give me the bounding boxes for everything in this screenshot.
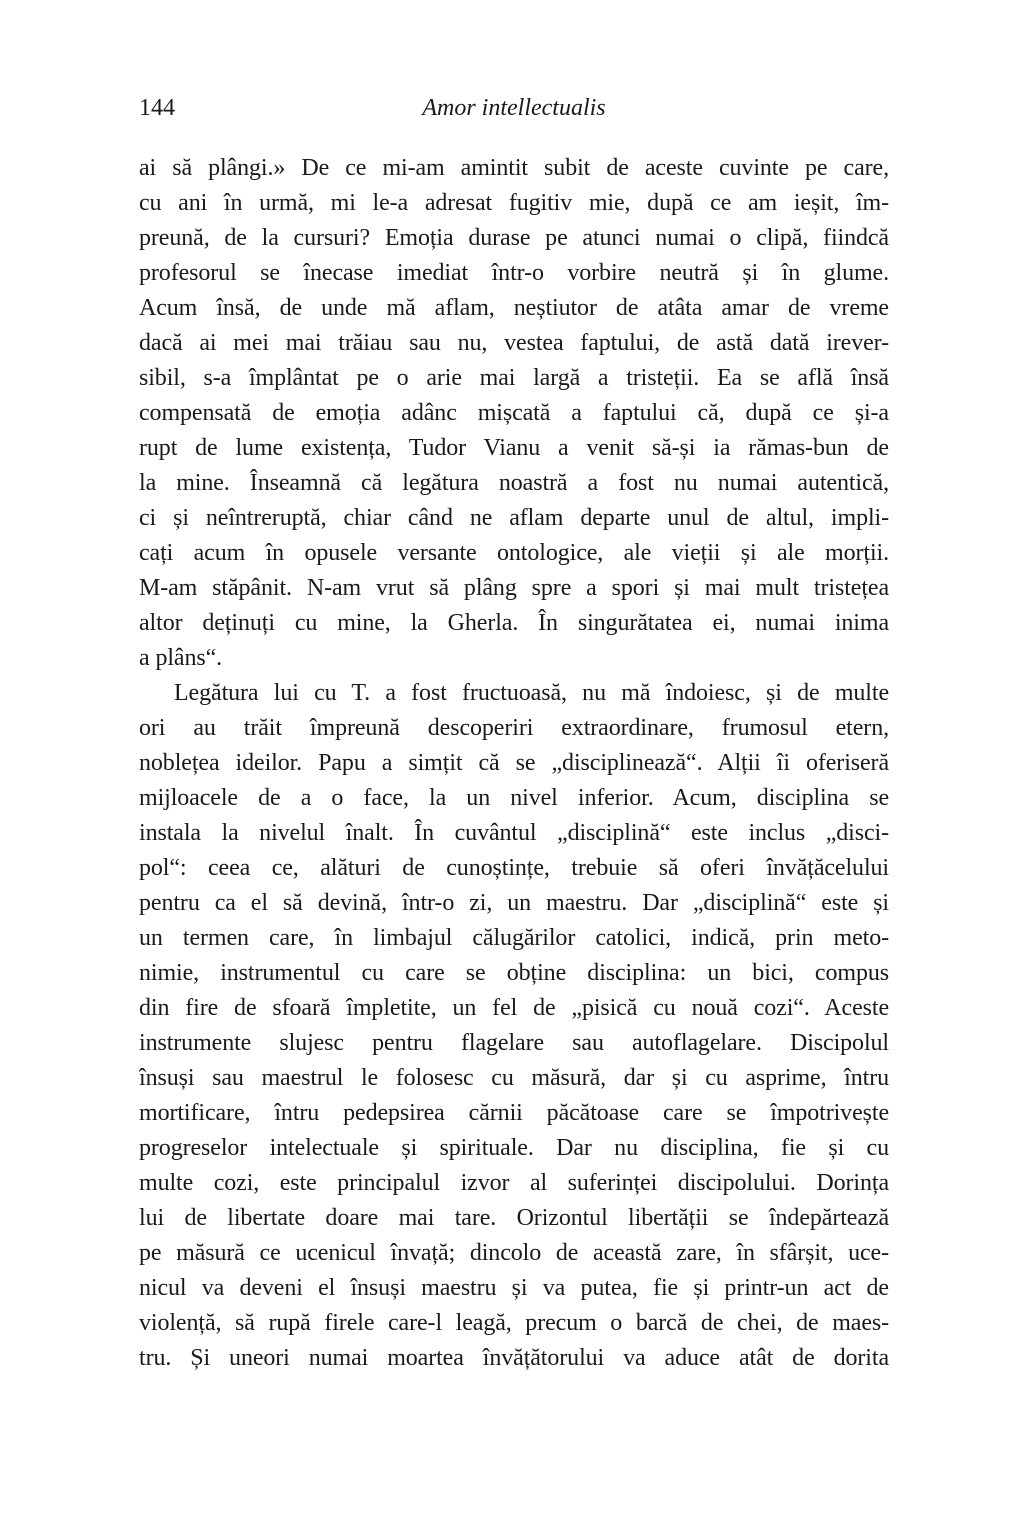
text-line: M-am stăpânit. N-am vrut să plâng spre a spori și mai mult tristețea — [139, 575, 889, 601]
paragraph — [139, 151, 889, 676]
text-line: tru. Și uneori numai moartea învățătorului va aduce atât de dorita — [139, 1345, 889, 1371]
text-line: pe măsură ce ucenicul învață; dincolo de această zare, în sfârșit, uce- — [139, 1240, 889, 1266]
text-line: mijloacele de a o face, la un nivel inferior. Acum, disciplina se — [139, 785, 889, 811]
text-line: nicul va deveni el însuși maestru și va putea, fie și printr-un act de — [139, 1275, 889, 1301]
text-line: cați acum în opusele versante ontologice, ale vieții și ale morții. — [139, 540, 889, 566]
text-line: rupt de lume existența, Tudor Vianu a venit să-și ia rămas-bun de — [139, 435, 889, 461]
text-line: lui de libertate doare mai tare. Orizontul libertății se îndepărtează — [139, 1205, 889, 1231]
text-line: altor deținuți cu mine, la Gherla. În singurătatea ei, numai inima — [139, 610, 889, 636]
text-line: noblețea ideilor. Papu a simțit că se „disciplinează“. Alții îi oferiseră — [139, 750, 889, 776]
running-title: Amor intellectualis — [422, 95, 606, 121]
text-line: instala la nivelul înalt. În cuvântul „disciplină“ este inclus „disci- — [139, 820, 889, 846]
text-line: dacă ai mei mai trăiau sau nu, vestea faptului, de astă dată irever- — [139, 330, 889, 356]
text-line: un termen care, în limbajul călugărilor catolici, indică, prin meto- — [139, 925, 889, 951]
text-line: profesorul se înecase imediat într-o vorbire neutră și în glume. — [139, 260, 889, 286]
text-line: la mine. Înseamnă că legătura noastră a fost nu numai autentică, — [139, 470, 889, 496]
text-line: pol“: ceea ce, alături de cunoștințe, trebuie să oferi învățăcelului — [139, 855, 889, 881]
text-line: ai să plângi.» De ce mi-am amintit subit de aceste cuvinte pe care, — [139, 155, 889, 181]
text-line: instrumente slujesc pentru flagelare sau autoflagelare. Discipolul — [139, 1030, 889, 1056]
paragraph — [139, 676, 889, 1376]
text-line: mortificare, întru pedepsirea cărnii păcătoase care se împotrivește — [139, 1100, 889, 1126]
text-line: cu ani în urmă, mi le-a adresat fugitiv mie, după ce am ieșit, îm- — [139, 190, 889, 216]
text-line: însuși sau maestrul le folosesc cu măsură, dar și cu asprime, întru — [139, 1065, 889, 1091]
text-line: ori au trăit împreună descoperiri extraordinare, frumosul etern, — [139, 715, 889, 741]
text-line: Acum însă, de unde mă aflam, neștiutor de atâta amar de vreme — [139, 295, 889, 321]
running-header — [139, 93, 889, 125]
text-line: pentru ca el să devină, într-o zi, un maestru. Dar „disciplină“ este și — [139, 890, 889, 916]
text-line: sibil, s-a împlântat pe o arie mai largă a tristeții. Ea se află însă — [139, 365, 889, 391]
text-line: nimie, instrumentul cu care se obține disciplina: un bici, compus — [139, 960, 889, 986]
text-line: din fire de sfoară împletite, un fel de „pisică cu nouă cozi“. Aceste — [139, 995, 889, 1021]
text-block — [139, 151, 889, 1376]
page-number: 144 — [139, 95, 175, 121]
text-line: a plâns“. — [139, 645, 223, 671]
text-line: progreselor intelectuale și spirituale. Dar nu disciplina, fie și cu — [139, 1135, 889, 1161]
text-line: ci și neîntreruptă, chiar când ne aflam departe unul de altul, impli- — [139, 505, 889, 531]
text-line: multe cozi, este principalul izvor al suferinței discipolului. Dorința — [139, 1170, 889, 1196]
text-line: violență, să rupă firele care-l leagă, precum o barcă de chei, de maes- — [139, 1310, 889, 1336]
text-line: compensată de emoția adânc mișcată a faptului că, după ce și-a — [139, 400, 889, 426]
text-line: Legătura lui cu T. a fost fructuoasă, nu mă îndoiesc, și de multe — [174, 680, 889, 706]
text-line: preună, de la cursuri? Emoția durase pe atunci numai o clipă, fiindcă — [139, 225, 889, 251]
